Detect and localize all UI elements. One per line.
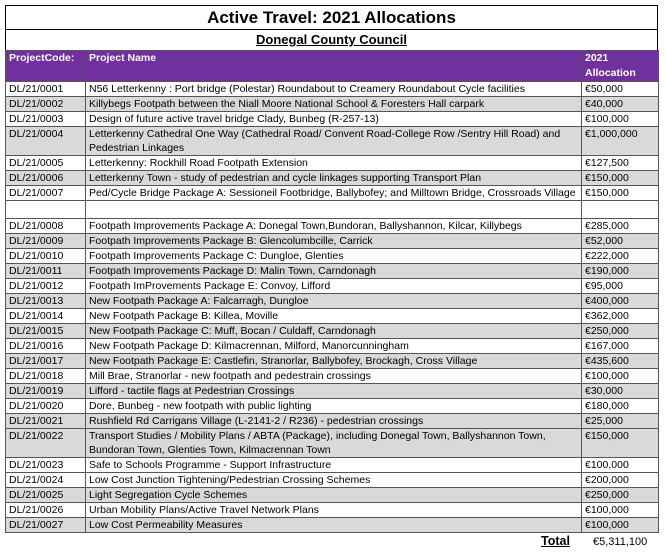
cell-project-name: Footpath Improvements Package C: Dungloe, Glenties xyxy=(86,249,582,264)
cell-project-name: New Footpath Package B: Killea, Moville xyxy=(86,309,582,324)
table-body xyxy=(6,82,659,533)
cell-project-name: Low Cost Junction Tightening/Pedestrian Crossing Schemes xyxy=(86,473,582,488)
empty-cell xyxy=(582,201,659,219)
table-row xyxy=(6,339,659,354)
cell-allocation: €100,000 xyxy=(582,112,659,127)
table-header-row xyxy=(6,51,659,82)
cell-project-code: DL/21/0017 xyxy=(6,354,86,369)
table-row xyxy=(6,171,659,186)
table-row xyxy=(6,294,659,309)
cell-project-name: Footpath Improvements Package B: Glencolumbcille, Carrick xyxy=(86,234,582,249)
table-row xyxy=(6,156,659,171)
cell-allocation: €150,000 xyxy=(582,186,659,201)
table-row xyxy=(6,309,659,324)
cell-allocation: €25,000 xyxy=(582,414,659,429)
cell-project-code: DL/21/0024 xyxy=(6,473,86,488)
empty-cell xyxy=(86,201,582,219)
cell-project-name: New Footpath Package E: Castlefin, Stranorlar, Ballybofey, Brockagh, Cross Village xyxy=(86,354,582,369)
cell-project-code: DL/21/0007 xyxy=(6,186,86,201)
table-row xyxy=(6,82,659,97)
cell-project-name: Footpath Improvements Package D: Malin Town, Carndonagh xyxy=(86,264,582,279)
cell-allocation: €250,000 xyxy=(582,324,659,339)
table-row xyxy=(6,473,659,488)
council-heading-row xyxy=(5,30,658,50)
cell-allocation: €400,000 xyxy=(582,294,659,309)
table-row xyxy=(6,399,659,414)
cell-project-code: DL/21/0003 xyxy=(6,112,86,127)
cell-project-code: DL/21/0011 xyxy=(6,264,86,279)
table-row xyxy=(6,324,659,339)
cell-allocation: €250,000 xyxy=(582,488,659,503)
cell-allocation: €222,000 xyxy=(582,249,659,264)
cell-project-name: N56 Letterkenny : Port bridge (Polestar) Roundabout to Creamery Roundabout Cycle facilities xyxy=(86,82,582,97)
cell-project-name: Light Segregation Cycle Schemes xyxy=(86,488,582,503)
cell-allocation: €127,500 xyxy=(582,156,659,171)
cell-allocation: €362,000 xyxy=(582,309,659,324)
cell-project-name: Ped/Cycle Bridge Package A: Sessioneil Footbridge, Ballybofey; and Milltown Bridge, Crossroads Village xyxy=(86,186,582,201)
table-row xyxy=(6,503,659,518)
cell-project-name: New Footpath Package D: Kilmacrennan, Milford, Manorcunningham xyxy=(86,339,582,354)
cell-project-name: New Footpath Package C: Muff, Bocan / Culdaff, Carndonagh xyxy=(86,324,582,339)
cell-allocation: €435,600 xyxy=(582,354,659,369)
table-row xyxy=(6,186,659,201)
cell-project-code: DL/21/0001 xyxy=(6,82,86,97)
cell-project-code: DL/21/0019 xyxy=(6,384,86,399)
cell-project-code: DL/21/0013 xyxy=(6,294,86,309)
cell-project-code: DL/21/0023 xyxy=(6,458,86,473)
cell-allocation: €285,000 xyxy=(582,219,659,234)
cell-project-code: DL/21/0005 xyxy=(6,156,86,171)
table-row xyxy=(6,369,659,384)
cell-allocation: €40,000 xyxy=(582,97,659,112)
table-row xyxy=(6,97,659,112)
cell-project-code: DL/21/0006 xyxy=(6,171,86,186)
cell-project-code: DL/21/0010 xyxy=(6,249,86,264)
table-row xyxy=(6,384,659,399)
cell-project-name: Letterkenny Town - study of pedestrian and cycle linkages supporting Transport Plan xyxy=(86,171,582,186)
cell-project-code: DL/21/0027 xyxy=(6,518,86,533)
cell-project-code: DL/21/0002 xyxy=(6,97,86,112)
cell-project-code: DL/21/0015 xyxy=(6,324,86,339)
cell-project-name: Letterkenny: Rockhill Road Footpath Extension xyxy=(86,156,582,171)
cell-project-name: New Footpath Package A: Falcarragh, Dungloe xyxy=(86,294,582,309)
cell-project-name: Footpath Improvements Package A: Donegal Town,Bundoran, Ballyshannon, Kilcar, Killybegs xyxy=(86,219,582,234)
cell-allocation: €95,000 xyxy=(582,279,659,294)
cell-project-name: Dore, Bunbeg - new footpath with public lighting xyxy=(86,399,582,414)
cell-allocation: €100,000 xyxy=(582,503,659,518)
cell-project-name: Transport Studies / Mobility Plans / ABTA (Package), including Donegal Town, Ballyshannon Town, Bundoran Town, Glenties Town, Kilmacrennan Town xyxy=(86,429,582,458)
table-row xyxy=(6,279,659,294)
sheet-title: Active Travel: 2021 Allocations xyxy=(5,5,658,30)
cell-allocation: €167,000 xyxy=(582,339,659,354)
total-label: Total xyxy=(541,534,570,548)
cell-allocation: €30,000 xyxy=(582,384,659,399)
table-row xyxy=(6,112,659,127)
cell-allocation: €100,000 xyxy=(582,518,659,533)
total-value: €5,311,100 xyxy=(593,536,648,548)
cell-project-code: DL/21/0018 xyxy=(6,369,86,384)
column-header-code: ProjectCode: xyxy=(6,51,86,82)
cell-project-name: Design of future active travel bridge Clady, Bunbeg (R-257-13) xyxy=(86,112,582,127)
cell-allocation: €50,000 xyxy=(582,82,659,97)
cell-allocation: €200,000 xyxy=(582,473,659,488)
cell-project-name: Rushfield Rd Carrigans Village (L-2141-2 / R236) - pedestrian crossings xyxy=(86,414,582,429)
table-row xyxy=(6,127,659,156)
cell-allocation: €150,000 xyxy=(582,429,659,458)
spacer-row xyxy=(6,201,659,219)
cell-allocation: €190,000 xyxy=(582,264,659,279)
table-row xyxy=(6,354,659,369)
cell-allocation: €100,000 xyxy=(582,458,659,473)
cell-project-code: DL/21/0021 xyxy=(6,414,86,429)
table-row xyxy=(6,429,659,458)
cell-project-code: DL/21/0026 xyxy=(6,503,86,518)
allocations-table xyxy=(5,50,659,533)
cell-project-code: DL/21/0016 xyxy=(6,339,86,354)
table-row xyxy=(6,488,659,503)
table-row xyxy=(6,234,659,249)
total-row xyxy=(520,534,660,550)
table-row xyxy=(6,264,659,279)
cell-allocation: €1,000,000 xyxy=(582,127,659,156)
empty-cell xyxy=(6,201,86,219)
cell-project-code: DL/21/0004 xyxy=(6,127,86,156)
table-row xyxy=(6,518,659,533)
cell-project-name: Low Cost Permeability Measures xyxy=(86,518,582,533)
council-name: Donegal County Council xyxy=(256,32,407,47)
cell-allocation: €52,000 xyxy=(582,234,659,249)
table-row xyxy=(6,219,659,234)
cell-project-code: DL/21/0022 xyxy=(6,429,86,458)
cell-project-code: DL/21/0014 xyxy=(6,309,86,324)
cell-project-name: Urban Mobility Plans/Active Travel Network Plans xyxy=(86,503,582,518)
cell-project-code: DL/21/0009 xyxy=(6,234,86,249)
cell-project-code: DL/21/0012 xyxy=(6,279,86,294)
cell-project-name: Safe to Schools Programme - Support Infrastructure xyxy=(86,458,582,473)
cell-allocation: €180,000 xyxy=(582,399,659,414)
column-header-name: Project Name xyxy=(86,51,582,82)
cell-project-name: Lifford - tactile flags at Pedestrian Crossings xyxy=(86,384,582,399)
cell-project-code: DL/21/0025 xyxy=(6,488,86,503)
table-row xyxy=(6,414,659,429)
cell-project-name: Letterkenny Cathedral One Way (Cathedral Road/ Convent Road-College Row /Sentry Hill Road) and Pedestrian Linkages xyxy=(86,127,582,156)
cell-allocation: €100,000 xyxy=(582,369,659,384)
table-row xyxy=(6,458,659,473)
cell-project-name: Mill Brae, Stranorlar - new footpath and pedestrain crossings xyxy=(86,369,582,384)
cell-project-code: DL/21/0020 xyxy=(6,399,86,414)
cell-project-name: Footpath ImProvements Package E: Convoy, Lifford xyxy=(86,279,582,294)
cell-project-code: DL/21/0008 xyxy=(6,219,86,234)
cell-project-name: Killybegs Footpath between the Niall Moore National School & Foresters Hall carpark xyxy=(86,97,582,112)
table-row xyxy=(6,249,659,264)
column-header-amount: 2021 Allocation xyxy=(582,51,659,82)
cell-allocation: €150,000 xyxy=(582,171,659,186)
